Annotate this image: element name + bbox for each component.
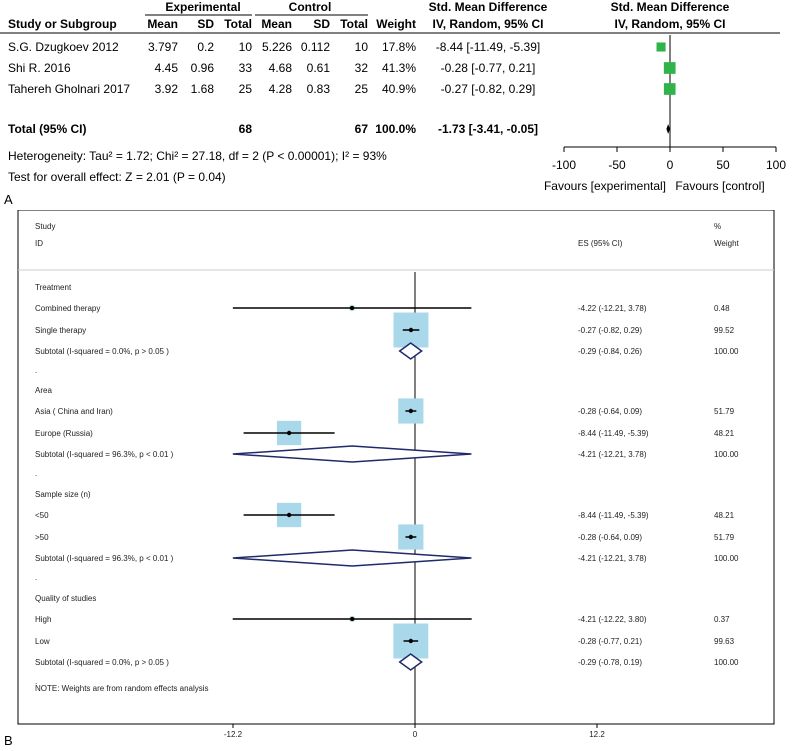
total-exp-total: 68 bbox=[238, 122, 252, 136]
group-separator: . bbox=[35, 573, 38, 582]
study-ci-text: -8.44 (-11.49, -5.39) bbox=[578, 429, 649, 438]
x-tick-label: 0 bbox=[666, 158, 674, 172]
note-text: NOTE: Weights are from random effects analysis bbox=[35, 684, 209, 693]
study-ctl-total: 25 bbox=[354, 82, 368, 96]
study-ci: -0.27 [-0.82, 0.29] bbox=[440, 82, 536, 96]
study-exp-mean: 3.92 bbox=[154, 82, 178, 96]
study-ci-text: -4.21 (-12.22, 3.80) bbox=[578, 615, 647, 624]
study-ctl-mean: 5.226 bbox=[261, 40, 292, 54]
study-weight: 41.3% bbox=[381, 61, 416, 75]
study-label: >50 bbox=[35, 533, 49, 542]
subtotal-weight: 100.00 bbox=[714, 347, 739, 356]
forest-plot-b bbox=[0, 210, 800, 751]
study-name: Tahereh Gholnari 2017 bbox=[8, 82, 131, 96]
study-weight: 99.52 bbox=[714, 326, 735, 335]
subtotal-ci-text: -0.29 (-0.78, 0.19) bbox=[578, 658, 643, 667]
group-title: Quality of studies bbox=[35, 594, 97, 603]
study-label: Low bbox=[35, 637, 50, 646]
study-label: High bbox=[35, 615, 52, 624]
study-point bbox=[409, 328, 413, 332]
overall-effect-text: Test for overall effect: Z = 2.01 (P = 0.04) bbox=[8, 170, 226, 184]
col-exp-sd: SD bbox=[197, 17, 214, 31]
group-title: Area bbox=[35, 386, 52, 395]
study-ci-text: -0.28 (-0.77, 0.21) bbox=[578, 637, 643, 646]
header-id: ID bbox=[35, 239, 43, 248]
study-point bbox=[350, 306, 354, 310]
study-ctl-sd: 0.112 bbox=[300, 40, 330, 54]
study-exp-mean: 4.45 bbox=[154, 61, 178, 75]
control-header: Control bbox=[288, 0, 332, 14]
study-ctl-total: 10 bbox=[354, 40, 368, 54]
study-exp-total: 25 bbox=[238, 82, 252, 96]
total-name: Total (95% CI) bbox=[8, 122, 87, 136]
col-plot-ci: IV, Random, 95% CI bbox=[614, 17, 726, 31]
study-ctl-mean: 4.68 bbox=[268, 61, 292, 75]
study-weight: 99.63 bbox=[714, 637, 735, 646]
study-label: Single therapy bbox=[35, 326, 87, 335]
subtotal-diamond bbox=[233, 446, 472, 462]
total-ctl-total: 67 bbox=[354, 122, 368, 136]
subtotal-ci-text: -0.29 (-0.84, 0.26) bbox=[578, 347, 643, 356]
study-label: Europe (Russia) bbox=[35, 429, 93, 438]
study-point bbox=[409, 639, 413, 643]
study-name: Shi R. 2016 bbox=[8, 61, 71, 75]
study-ctl-mean: 4.28 bbox=[268, 82, 292, 96]
study-label: <50 bbox=[35, 511, 49, 520]
subtotal-diamond bbox=[233, 550, 472, 566]
study-ci-text: -8.44 (-11.49, -5.39) bbox=[578, 511, 649, 520]
study-point bbox=[287, 513, 291, 517]
study-weight: 48.21 bbox=[714, 511, 735, 520]
col-ctl-total: Total bbox=[340, 17, 368, 31]
col-exp-mean: Mean bbox=[147, 17, 178, 31]
header-weight: Weight bbox=[714, 239, 739, 248]
study-ci-text: -0.28 (-0.64, 0.09) bbox=[578, 407, 643, 416]
subtotal-weight: 100.00 bbox=[714, 658, 739, 667]
panel-label-a: A bbox=[4, 192, 13, 207]
subtotal-weight: 100.00 bbox=[714, 554, 739, 563]
study-label: Asia ( China and Iran) bbox=[35, 407, 113, 416]
study-exp-total: 10 bbox=[238, 40, 252, 54]
heterogeneity-text: Heterogeneity: Tau² = 1.72; Chi² = 27.18, df = 2 (P < 0.00001); I² = 93% bbox=[8, 149, 387, 163]
header-es: ES (95% CI) bbox=[578, 239, 623, 248]
study-exp-sd: 0.2 bbox=[197, 40, 214, 54]
col-weight: Weight bbox=[376, 17, 416, 31]
group-separator: . bbox=[35, 366, 38, 375]
total-ci: -1.73 [-3.41, -0.05] bbox=[437, 122, 539, 136]
col-ctl-sd: SD bbox=[313, 17, 330, 31]
x-tick-label: 100 bbox=[765, 158, 787, 172]
study-point bbox=[287, 431, 291, 435]
study-ctl-sd: 0.61 bbox=[306, 61, 330, 75]
study-point bbox=[409, 535, 413, 539]
x-tick-label: -50 bbox=[608, 158, 626, 172]
study-weight: 51.79 bbox=[714, 407, 735, 416]
group-title: Sample size (n) bbox=[35, 490, 91, 499]
group-title: Treatment bbox=[35, 283, 72, 292]
study-exp-sd: 0.96 bbox=[190, 61, 214, 75]
col-ci: IV, Random, 95% CI bbox=[432, 17, 544, 31]
study-name: S.G. Dzugkoev 2012 bbox=[8, 40, 119, 54]
study-label: Combined therapy bbox=[35, 304, 101, 313]
study-ci-text: -4.22 (-12.21, 3.78) bbox=[578, 304, 647, 313]
col-exp-total: Total bbox=[224, 17, 252, 31]
header-study: Study bbox=[35, 222, 56, 231]
subtotal-label: Subtotal (I-squared = 0.0%, p > 0.05 ) bbox=[35, 658, 169, 667]
subtotal-ci-text: -4.21 (-12.21, 3.78) bbox=[578, 450, 647, 459]
subtotal-label: Subtotal (I-squared = 96.3%, p < 0.01 ) bbox=[35, 554, 174, 563]
x-tick-label: -100 bbox=[551, 158, 577, 172]
study-point bbox=[350, 617, 354, 621]
study-ci-text: -0.27 (-0.82, 0.29) bbox=[578, 326, 643, 335]
study-exp-total: 33 bbox=[238, 61, 252, 75]
group-separator: . bbox=[35, 677, 38, 686]
x-tick-label: 12.2 bbox=[589, 730, 605, 739]
header-weight-pct: % bbox=[714, 222, 722, 231]
panel-label-b: B bbox=[4, 733, 13, 748]
subtotal-label: Subtotal (I-squared = 96.3%, p < 0.01 ) bbox=[35, 450, 174, 459]
x-tick-label: -12.2 bbox=[223, 730, 243, 739]
study-weight: 40.9% bbox=[381, 82, 416, 96]
study-weight: 48.21 bbox=[714, 429, 735, 438]
study-box bbox=[657, 42, 666, 51]
plot-title-header: Std. Mean Difference bbox=[610, 0, 730, 14]
study-weight: 0.37 bbox=[714, 615, 730, 624]
study-ctl-sd: 0.83 bbox=[306, 82, 330, 96]
subtotal-ci-text: -4.21 (-12.21, 3.78) bbox=[578, 554, 647, 563]
study-box bbox=[664, 83, 676, 95]
study-ci-text: -0.28 (-0.64, 0.09) bbox=[578, 533, 643, 542]
study-box bbox=[664, 62, 676, 74]
study-ci: -0.28 [-0.77, 0.21] bbox=[440, 61, 536, 75]
forest-plot-a bbox=[0, 0, 800, 208]
effect-header: Std. Mean Difference bbox=[428, 0, 548, 14]
x-tick-label: 50 bbox=[716, 158, 730, 172]
total-weight: 100.0% bbox=[375, 122, 416, 136]
study-ctl-total: 32 bbox=[354, 61, 368, 75]
x-tick-label: 0 bbox=[412, 730, 418, 739]
study-exp-mean: 3.797 bbox=[147, 40, 178, 54]
study-weight: 51.79 bbox=[714, 533, 735, 542]
study-exp-sd: 1.68 bbox=[190, 82, 214, 96]
col-ctl-mean: Mean bbox=[261, 17, 292, 31]
study-point bbox=[409, 409, 413, 413]
total-diamond bbox=[666, 124, 670, 134]
study-ci: -8.44 [-11.49, -5.39] bbox=[435, 40, 541, 54]
favours-experimental: Favours [experimental] bbox=[543, 179, 667, 193]
study-weight: 17.8% bbox=[381, 40, 416, 54]
col-study: Study or Subgroup bbox=[8, 17, 117, 31]
favours-control: Favours [control] bbox=[675, 179, 765, 193]
study-weight: 0.48 bbox=[714, 304, 730, 313]
group-separator: . bbox=[35, 469, 38, 478]
experimental-header: Experimental bbox=[165, 0, 241, 14]
subtotal-label: Subtotal (I-squared = 0.0%, p > 0.05 ) bbox=[35, 347, 169, 356]
subtotal-weight: 100.00 bbox=[714, 450, 739, 459]
